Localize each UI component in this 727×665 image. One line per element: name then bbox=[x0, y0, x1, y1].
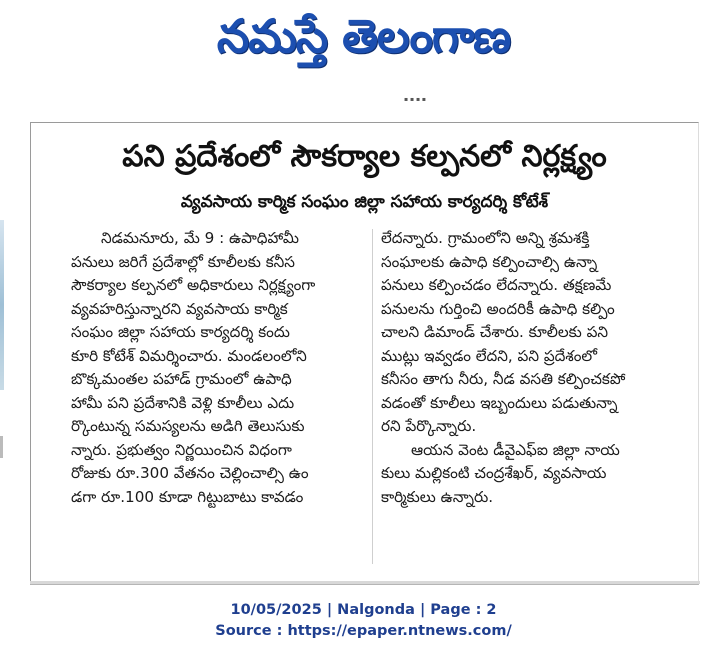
body-line: నిడమనూరు, మే 9 : ఉపాధిహామీ bbox=[101, 229, 299, 247]
article-column-left bbox=[71, 227, 363, 509]
source-footer bbox=[0, 600, 727, 642]
body-line: న్నారు. ప్రభుత్వం నిర్ణయించిన విధంగా bbox=[71, 440, 292, 459]
article-subhead: వ్యవసాయ కార్మిక సంఘం జిల్లా సహాయ కార్యదర్శి కోటేశ్ bbox=[180, 192, 549, 212]
body-line: చాలని డిమాండ్ చేశారు. కూలీలకు పని bbox=[381, 323, 609, 341]
body-line: సంఘాలకు ఉపాధి కల్పించాల్సి ఉన్నా bbox=[381, 252, 598, 271]
body-line: కనీసం తాగు నీరు, నీడ వసతి కల్పించకపో bbox=[381, 370, 626, 388]
body-line: కూరి కోటేశ్ విమర్శించారు. మండలంలోని bbox=[71, 346, 307, 365]
body-line: బొక్కమంతల పహాడ్ గ్రామంలో ఉపాధి bbox=[71, 370, 292, 388]
article-clipping bbox=[30, 122, 699, 585]
adjacent-text-edge bbox=[0, 436, 3, 458]
adjacent-image-edge bbox=[0, 220, 4, 390]
print-marks: ▪ ▪ ▪ ▪ bbox=[404, 96, 426, 103]
body-line: ముట్లు ఇవ్వడం లేదని, పని ప్రదేశంలో bbox=[381, 346, 598, 365]
body-line: లేదన్నారు. గ్రామంలోని అన్ని శ్రమశక్తి bbox=[381, 229, 590, 247]
body-line: పనులు కల్పించడం లేదన్నారు. తక్షణమే bbox=[381, 276, 612, 294]
newspaper-logo: నమస్తే తెలంగాణ bbox=[216, 9, 511, 63]
body-line: పనులను గుర్తించి అందరికీ ఉపాధి కల్పిం bbox=[381, 299, 615, 318]
edition-info: 10/05/2025 | Nalgonda | Page : 2 bbox=[230, 602, 497, 618]
article-column-right bbox=[381, 227, 673, 509]
body-line: వ్యవహరిస్తున్నారని వ్యవసాయ కార్మిక bbox=[71, 299, 288, 318]
source-link[interactable]: Source : https://epaper.ntnews.com/ bbox=[215, 623, 512, 639]
body-line: వడంతో కూలీలు ఇబ్బందులు పడుతున్నా bbox=[381, 393, 618, 412]
body-line: కార్మికులు ఉన్నారు. bbox=[381, 487, 494, 506]
article-headline: పని ప్రదేశంలో సౌకర్యాల కల్పనలో నిర్లక్ష్యం bbox=[122, 139, 607, 174]
body-line: రని పేర్కొన్నారు. bbox=[381, 417, 477, 435]
body-line: పనులు జరిగే ప్రదేశాల్లో కూలీలకు కనీస bbox=[71, 252, 295, 271]
masthead bbox=[0, 0, 727, 78]
body-line: హామీ పని ప్రదేశానికి వెళ్లి కూలీలు ఎదు bbox=[71, 393, 295, 412]
column-divider bbox=[372, 229, 373, 564]
clipping-shadow bbox=[30, 581, 700, 584]
body-line: ఆయన వెంట డీవైఎఫ్ఐ జిల్లా నాయ bbox=[411, 440, 620, 459]
body-line: డగా రూ.100 కూడా గిట్టుబాటు కావడం bbox=[71, 487, 304, 506]
body-line: సంఘం జిల్లా సహాయ కార్యదర్శి కందు bbox=[71, 323, 290, 341]
body-line: ర్కొంటున్న సమస్యలను అడిగి తెలుసుకు bbox=[71, 417, 305, 435]
body-line: రోజుకు రూ.300 వేతనం చెల్లించాల్సి ఉం bbox=[71, 464, 309, 482]
body-line: కులు మల్లికంటి చంద్రశేఖర్, వ్యవసాయ bbox=[381, 464, 607, 482]
body-line: సౌకర్యాల కల్పనలో అధికారులు నిర్లక్ష్యంగా bbox=[71, 276, 316, 294]
